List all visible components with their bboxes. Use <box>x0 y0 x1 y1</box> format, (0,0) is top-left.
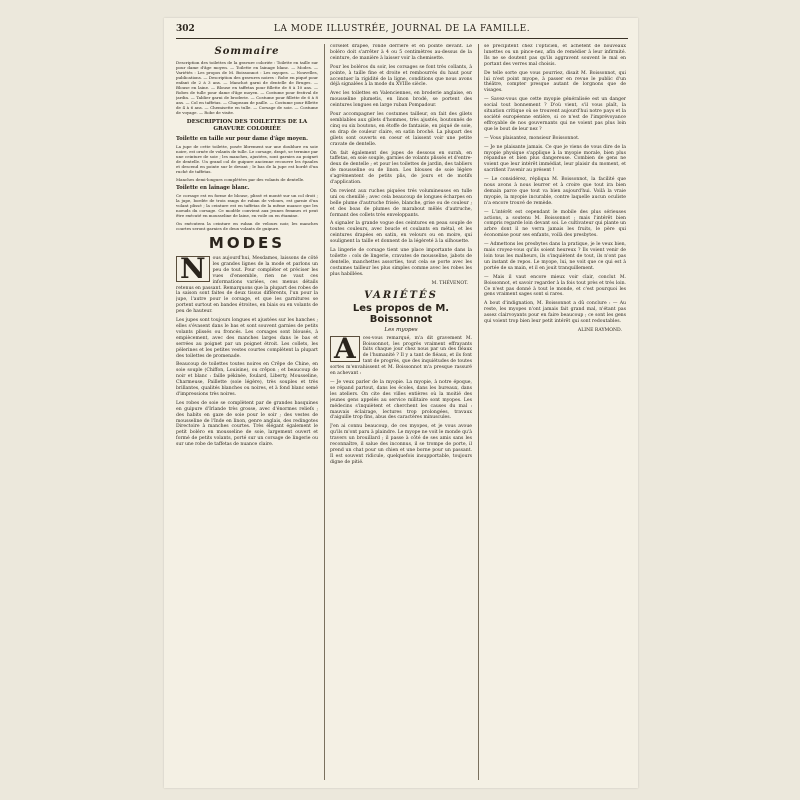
article-paragraph: se précipitent chez l'opticien, et achètent de nouveaux lunettes ou un pince-nez, afin de remédier à leur infirmité. Ils ne se doutent pas qu'ils aggravent souvent le mal en portant des verres mal choisis. <box>484 44 626 67</box>
column-right <box>484 44 626 784</box>
toilette-2-title: Toilette en lainage blanc. <box>176 185 250 191</box>
dropcap-letter: N <box>176 256 210 282</box>
article-paragraph: corselet drapée, ronde derrière et en pointe devant. Le boléro doit s'arrêter à 4 ou 5 centimètres au-dessus de la ceinture, de manière à laisser voir la chemisette. <box>330 44 472 61</box>
modes-paragraph: Les robes de soie se complètent par de grandes basquines en guipure d'Irlande très grosse, avec d'énormes reliefs ; des habits en gaze de soie pour le soir ; des vestes de mousseline de l'Inde en linon, genre anglais, des redingotes Directoire à manches courtes. Très élégant également le petit boléro en mousseline de soie, largement ouvert et formé de petits volants, porté sur un corsage de lingerie ou sur une robe de taffetas de nuance claire. <box>176 400 318 448</box>
varietes-heading: VARIÉTÉS <box>364 289 438 301</box>
propos-paragraph: A ces-vous remarqué, m'a dit gravement M. Boissonnot, les progrès vraiment effrayants faits chaque jour chez nous par un des fléaux de l'humanité ? Il y a tant de fléaux, et ils font tant de progrès, que des inquiétudes de toutes sortes m'envahissent et M. Boissonnot m'a presque rassuré en achevant : <box>330 331 472 377</box>
article-paragraph: — Vous plaisantez, monsieur Boissonnot. <box>484 135 580 141</box>
modes-heading: MODES <box>208 234 286 252</box>
article-paragraph: — Je ne plaisante jamais. Ce que je viens de vous dire de la myopie physique s'applique à la myopie morale, bien plus répandue et bien plus dangereuse. Combien de gens ne voient que leur intérêt immédiat, leur plaisir du moment, et sacrifient l'avenir au présent ! <box>484 144 626 174</box>
article-paragraph: De telle sorte que vous pourriez, disait M. Boissonnot, qui lui n'est point myope, à passer en revue le public d'un théâtre, compter presque autant de lorgnons que de visages. <box>484 70 626 94</box>
article-paragraph: A signaler la grande vogue des ceintures en peau souple de toutes couleurs, avec boucle et coulants en métal, et les ceintures drapées en satin, en velours ou en moire, qui soulignent la taille et donnent de la légèreté à la silhouette. <box>330 221 472 245</box>
article-paragraph: Pour les boléros du soir, les corsages se font très collants, à pointe, à taille fine et droite et rembourrés du haut pour accentuer la rigidité de la ligne, conditions que nous avons déjà signalées à la mode du XVIIIe siècle. <box>330 64 472 88</box>
description-heading: DESCRIPTION DES TOILETTES DE LA GRAVURE COLORIÉE <box>186 119 308 132</box>
signature-raymond: ALINE RAYMOND. <box>577 327 622 333</box>
toilette-2-note: On exécutera la ceinture en ruban de velours noir, les manches courtes seront garnies de deux volants de guipure. <box>176 221 318 231</box>
article-paragraph: — L'intérêt est cependant le mobile des plus sérieuses actions, a soutenu M. Boissonnot ; mais l'intérêt bien compris regarde loin devant soi. Le cultivateur qui plante un arbre dont il ne verra jamais les fruits, le père qui économise pour ses enfants, voilà des presbytes. <box>484 209 626 239</box>
article-paragraph: On revient aux ruches piquées trés volumineuses en tulle uni ou chenillé ; avec cela beaucoup de longues écharpes en belle plume d'autruche frisée, blanche, grise ou de couleur ; et des boas de plumes de marabout mêlés d'autruche, formant des collets très enveloppants. <box>330 188 472 218</box>
toilette-2-text: Ce corsage est en forme de blouse, plissé et monté sur un col droit ; la jupe, bordée de trois rangs de ruban de velours, est garnie d'un volant plissé ; la ceinture est en taffetas de la même nuance que les noeuds du corsage. Ce modèle convient aux jeunes femmes et peut être exécuté en mousseline de laine, en voile ou en étamine. <box>176 193 318 218</box>
article-paragraph: Avec les toilettes en Valenciennes, en broderie anglaise, en mousseline plumetis, en linon brodé, se portent des ceintures longues en large ruban Pompadour. <box>330 91 472 109</box>
article-paragraph: — Mais il vaut encore mieux voir clair, conclut M. Boissonnot, et savoir regarder à la fois tout près et très loin. Ce n'est pas donné à tout le monde, et c'est pourquoi les gens vraiment sages sont si rares. <box>484 274 626 298</box>
toilette-1-note: Manches demi-longues complétées par des volants de dentelle. <box>176 177 305 182</box>
dropcap-letter: A <box>330 336 360 362</box>
journal-title: LA MODE ILLUSTRÉE, JOURNAL DE LA FAMILLE. <box>273 24 531 34</box>
page-number: 302 <box>176 24 195 34</box>
toilette-1-text: La jupe de cette toilette, posée librement sur une doublure en soie noire, est ornée de volants de tulle. Le corsage, drapé, se termine par une ceinture de soie ; les manches, ajustées, sont garnies au poignet de dentelle. Un grand col de guipure ancienne recouvre les épaules et descend en pointe sur le devant ; le bas de la jupe est bordé d'un ruché de taffetas. <box>176 144 318 174</box>
column-divider <box>478 44 479 780</box>
column-divider <box>324 44 325 780</box>
sommaire-text: Description des toilettes de la gravure coloriée : Toilette en taille sur pour dame d'âge moyen. — Toilette en lainage blanc. — Modes. — Variétés : Les propos de M. Boissonnot : Les myopes. — Nouvelles, publications. — Description des gravures noires : Robe en piqué pour enfant de 2 à 3 ans. — Manchot garni de dentelle de Bruges. — Blouse en laine. — Blouse en taffetas pour fillette de 8 à 10 ans. — Robes de tulle pour dame d'âge moyen. — Costume pour festival de jardin. — Tablier garni de broderie. — Costume pour fillette de 6 à 8 ans. — Col en taffetas. — Chapeaux de paille. — Costume pour fillette de 4 à 6 ans. — Chemisette en tulle. — Corsage de soie. — Costume de voyage. — Robe de visite. <box>176 60 318 115</box>
modes-paragraph: Les jupes sont toujours longues et ajustées sur les hanches ; elles s'évasent dans le bas et sont souvent garnies de petits volants plissés ou froncés. Les corsages sont blousés, à empiècement, avec des manches larges dans le bas et serrées au poignet par un poignet étroit. Les collets, les pèlerines et les petites vestes courtes complètent la plupart des toilettes de promenade. <box>176 318 318 359</box>
page <box>164 18 638 788</box>
modes-paragraph: N ous aujourd'hui, Mesdames, laissons de côté les grandes lignes de la mode et parlons un peu de tout. Pour compléter et préciser les vues d'ensemble, rien ne vaut ces informations variées, ces menus détails retenus en passant. Remarquons que la plupart des robes de la saison sont faites de deux tissus différents, l'un pour la jupe, l'autre pour le corsage, et que les garnitures se portent surtout en bandes étroites, en biais ou en volants de peu de hauteur. <box>176 252 318 315</box>
article-paragraph: — Savez-vous que cette myopie généralisée est un danger social tout bonnement ? D'où vient, s'il vous plaît, la situation critique où se trouvent aujourd'hui notre pays et la société européenne entière, si ce n'est de l'imprévoyance effroyable de nos gouvernants qui ne voient pas plus loin que le bout de leur nez ? <box>484 97 626 132</box>
article-paragraph: — Le considérez, répliqua M. Boissonnot, la facilité que nous avons à nous leurrer et à croire que tout ira bien demain parce que tout va bien aujourd'hui. Voilà la vraie myopie, la myopie incurable, contre laquelle aucun oculiste n'a encore trouvé de remède. <box>484 177 626 206</box>
article-paragraph: A bout d'indignation, M. Boissonnot a dû conclure : — Au reste, les myopes n'ont jamais fait grand mal, n'étant pas assez clairvoyants pour en faire beaucoup ; ce sont les gens qui voient trop bien leur petit intérêt qui sont redoutables. <box>484 301 626 325</box>
sommaire-heading: Sommaire <box>214 46 280 57</box>
running-header <box>176 24 628 39</box>
propos-heading: Les propos de M. Boissonnot <box>352 302 450 325</box>
toilette-1-title: Toilette en taille sur pour dame d'âge moyen. <box>176 136 308 142</box>
signature-thevenot: M. THÉVENOT. <box>431 280 468 286</box>
propos-paragraph: J'en ai connu beaucoup, de ces myopes, et je vous avoue qu'ils m'ont paru à plaindre. Le myope ne voit le monde qu'à travers un brouillard ; il passe à côté de ses amis sans les reconnaître, il salue des inconnus, il se trompe de porte, il prend un chat pour un chien et une borne pour un passant. Il est souvent ridicule, quelquefois insupportable, toujours digne de pitié. <box>330 424 472 465</box>
column-middle <box>330 44 472 784</box>
column-left <box>176 44 318 784</box>
article-paragraph: On fait également des jupes de dessous en surah, en taffetas, en soie souple, garnies de volants plissés et d'entre-deux de dentelle ; et pour les toilettes de jardin, des tabliers de mousseline ou de linon. Les blouses de soie légère s'agrémentent de petits plis, de jours et de motifs d'application. <box>330 150 472 186</box>
article-paragraph: La lingerie de corsage tient une place importante dans la toilette : cols de lingerie, cravates de mousseline, jabots de dentelle, manchettes assorties, tout cela se porte avec les costumes tailleur les plus simples comme avec les robes les plus habillées. <box>330 248 472 277</box>
propos-paragraph: — Je veux parler de la myopie. La myopie, à notre époque, se répand partout, dans les écoles, dans les bureaux, dans les ateliers. On cite des villes entières où la moitié des jeunes gens appelés au service militaire sont myopes. Les médecins s'inquiètent et cherchent les causes du mal : mauvais éclairage, lectures trop prolongées, travaux d'aiguille trop fins, abus des caractères minuscules. <box>330 379 472 421</box>
article-paragraph: — Admettons les presbytes dans la pratique, je le veux bien, mais croyez-vous qu'ils soient heureux ? Ils voient venir de loin tous les malheurs, ils s'inquiètent de tout, ils n'ont pas un instant de repos. Le myope, lui, ne voit que ce qui est à portée de sa main, et il en jouit tranquillement. <box>484 242 626 271</box>
article-paragraph: Pour accompagner les costumes tailleur, on fait des gilets semblables aux gilets d'hommes, très ajustés, boutonnés de cinq ou six boutons, en étoffe de fantaisie, en piqué de soie, en drap de couleur claire, en satin broché. La plupart des gilets sont ouverts en coeur et laissent voir une petite cravate de dentelle. <box>330 112 472 147</box>
modes-paragraph: Beaucoup de toilettes toutes noires en Crêpe de Chine, en soie souple (Chiffon, Louisine), ou crêpon ; et beaucoup de noir et blanc : faille pékinée, foulard, Liberty, Mousseline, Charmeuse, Paillette (soie légère), très souples et très brillantes, qualités blanches ou noires, et à fond blanc semé d'impressions très noires. <box>176 362 318 397</box>
myopes-subheading: Les myopes <box>384 326 418 333</box>
